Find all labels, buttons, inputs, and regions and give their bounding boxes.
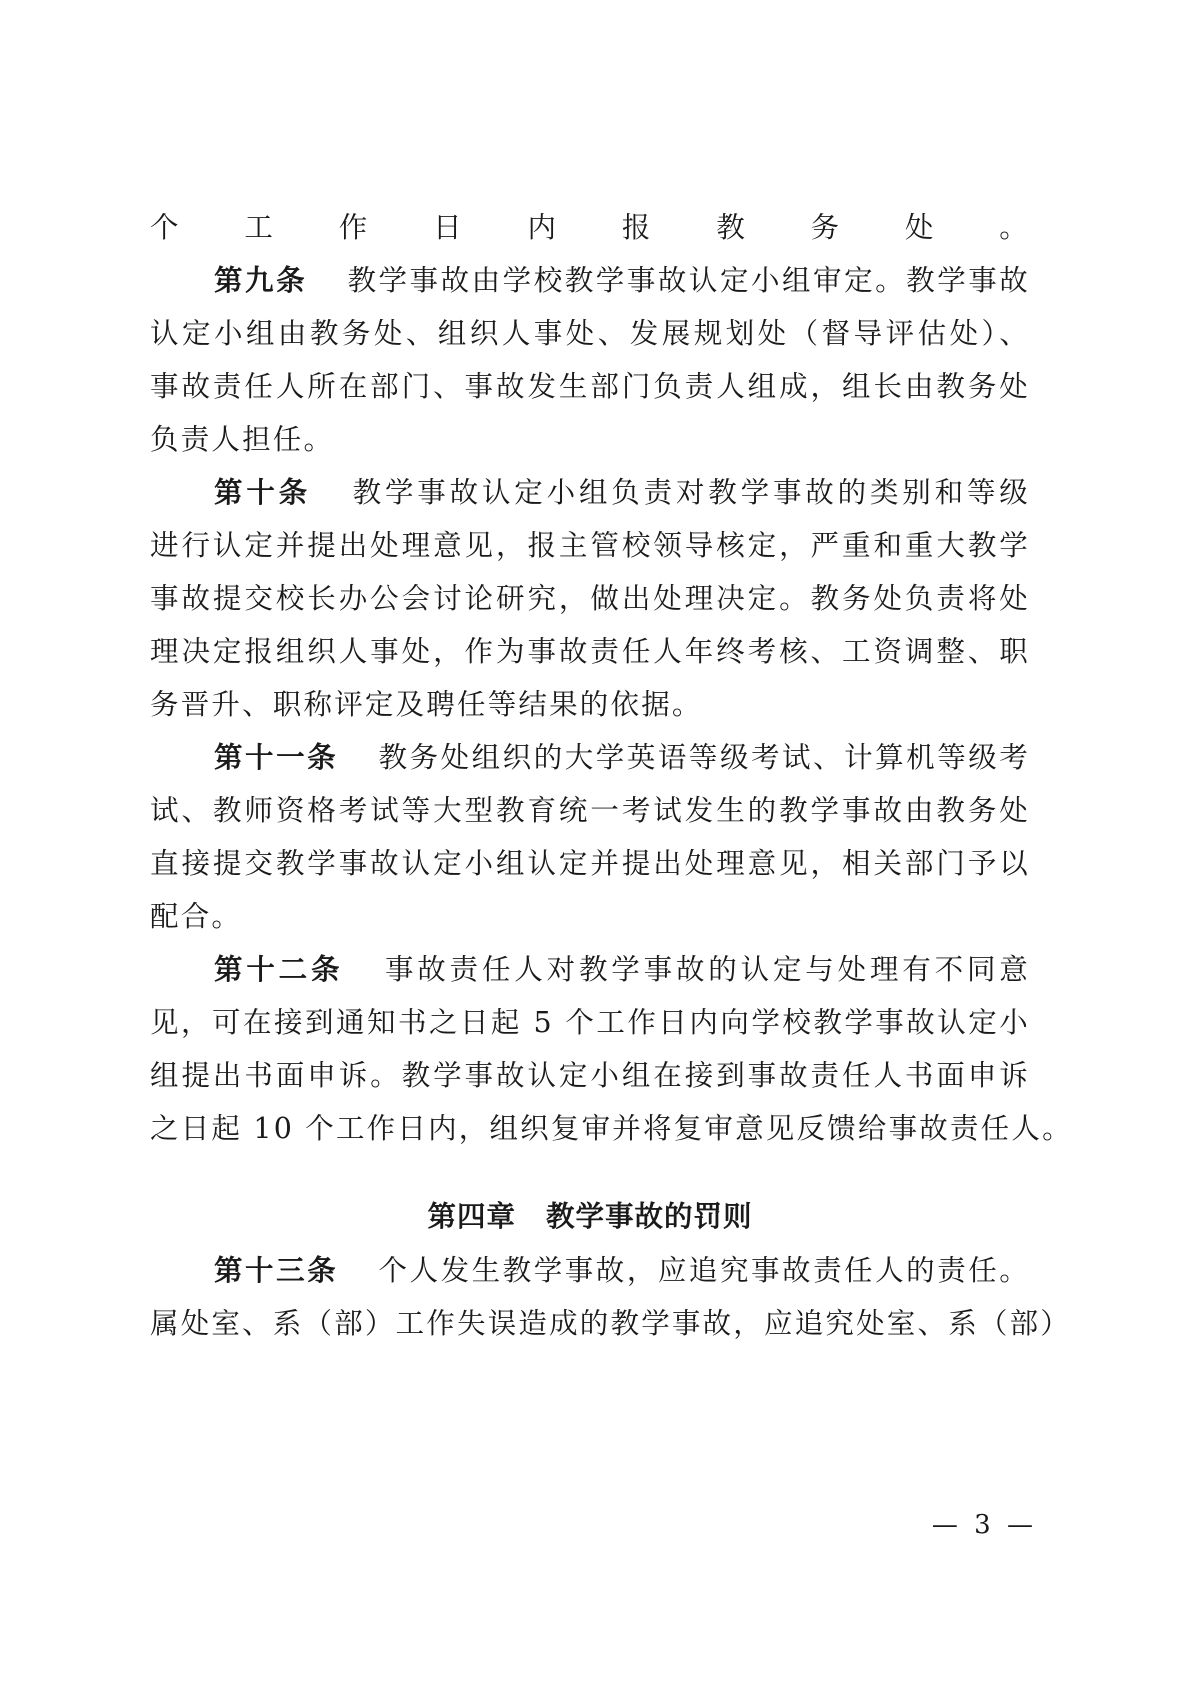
- text-line: 直接提交教学事故认定小组认定并提出处理意见，相关部门予以: [150, 847, 1030, 880]
- article-13-line: 第十三条 个人发生教学事故，应追究事故责任人的责任。: [214, 1254, 1031, 1287]
- article-11-line: 第十一条 教务处组织的大学英语等级考试、计算机等级考: [214, 741, 1031, 774]
- text-line: 事故提交校长办公会讨论研究，做出处理决定。教务处负责将处: [150, 582, 1030, 615]
- article-9-line: 第九条 教学事故由学校教学事故认定小组审定。教学事故: [214, 264, 1030, 297]
- text-line: 务晋升、职称评定及聘任等结果的依据。: [150, 688, 703, 721]
- article-heading: 第十二条: [214, 953, 344, 986]
- text-line: 属处室、系（部）工作失误造成的教学事故，应追究处室、系（部）: [150, 1307, 1072, 1340]
- article-heading: 第十一条: [214, 741, 339, 774]
- article-12-line: 第十二条 事故责任人对教学事故的认定与处理有不同意: [214, 953, 1030, 986]
- text-line: 进行认定并提出处理意见，报主管校领导核定，严重和重大教学: [150, 529, 1030, 562]
- article-heading: 第十条: [214, 476, 311, 509]
- text-line: 试、教师资格考试等大型教育统一考试发生的教学事故由教务处: [150, 794, 1030, 827]
- text-line: 见，可在接到通知书之日起 5 个工作日内向学校教学事故认定小: [150, 1006, 1030, 1039]
- chapter-heading: 第四章 教学事故的罚则: [427, 1200, 753, 1233]
- text-line: 认定小组由教务处、组织人事处、发展规划处（督导评估处）、: [150, 317, 1030, 350]
- article-10-line: 第十条 教学事故认定小组负责对教学事故的类别和等级: [214, 476, 1030, 509]
- text-line: 之日起 10 个工作日内，组织复审并将复审意见反馈给事故责任人。: [150, 1112, 1073, 1145]
- article-heading: 第九条: [214, 264, 308, 297]
- text-line: 配合。: [150, 900, 243, 933]
- page-number: — 3 —: [931, 1510, 1037, 1540]
- text-line: 事故责任人所在部门、事故发生部门负责人组成，组长由教务处: [150, 370, 1030, 403]
- text-line: 理决定报组织人事处，作为事故责任人年终考核、工资调整、职: [150, 635, 1030, 668]
- article-heading: 第十三条: [214, 1254, 339, 1287]
- text-line: 组提出书面申诉。教学事故认定小组在接到事故责任人书面申诉: [150, 1059, 1030, 1092]
- text-line: 负责人担任。: [150, 423, 335, 456]
- text-line: 个工作日内报教务处。: [150, 211, 1030, 244]
